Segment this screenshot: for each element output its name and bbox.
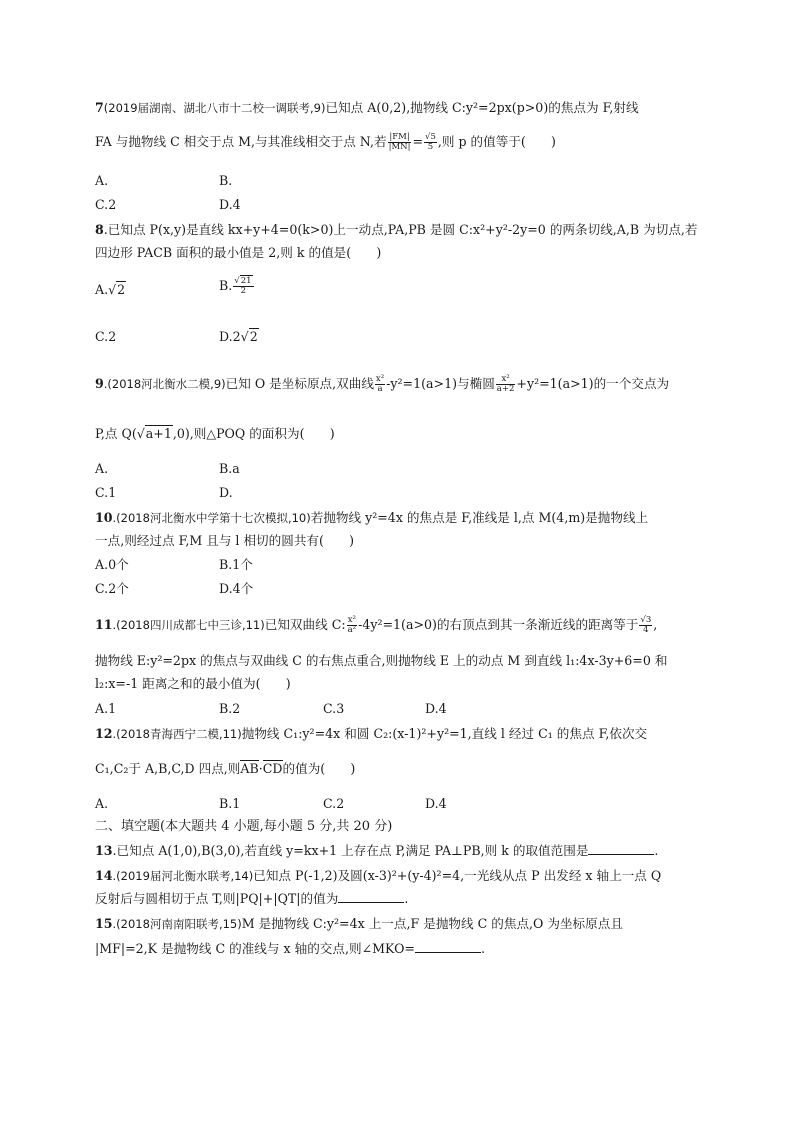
question-text: FA 与抛物线 C 相交于点 M,与其准线相交于点 N,若 (95, 134, 387, 149)
question-12-line-2: C₁,C₂于 A,B,C,D 四点,则AB·CD的值为( ) (95, 761, 356, 776)
question-7-line-1 (95, 98, 702, 118)
question-number: 9 (95, 376, 104, 391)
question-10-line-1: 10.(2018河北衡水中学第十七次模拟,10)若抛物线 y²=4x 的焦点是 F,准线是 l,点 M(4,m)是抛物线上 (95, 510, 649, 525)
option-b[interactable]: B.a (219, 461, 240, 476)
option-b[interactable]: B.1 (219, 796, 241, 811)
question-source: .(2018河南南阳联考,15) (112, 917, 242, 931)
question-number: 14 (95, 868, 113, 883)
option-a[interactable]: A.1 (95, 701, 117, 716)
question-source: (2019届湖南、湖北八市十二校一调联考,9) (103, 101, 326, 115)
question-number: 7 (95, 100, 104, 115)
option-a[interactable]: A. (95, 173, 109, 188)
answer-blank[interactable] (588, 842, 654, 855)
question-11-line-3: l₂:x=-1 距离之和的最小值为( ) (95, 676, 291, 691)
question-number: 12 (95, 726, 113, 741)
question-number: 10 (95, 510, 113, 525)
question-9-line-1: 9.(2018河北衡水二模,9)已知 O 是坐标原点,双曲线 $\frac{\text{x²}}{a}$ -y²=1(a>1)与椭圆 $\frac{\text{x²}}{a+2}$ +y²=1(a>1)的一个交点为 (95, 374, 670, 394)
option-d[interactable]: D.4 (425, 796, 447, 811)
option-d[interactable]: D.4 (425, 701, 447, 716)
option-c[interactable]: C.2 (323, 796, 345, 811)
option-a[interactable]: A. (95, 796, 109, 811)
option-b[interactable]: B.2 (219, 701, 241, 716)
question-14-line-1: 14.(2019届河北衡水联考,14)已知点 P(-1,2)及圆(x-3)²+(y-4)²=4,一光线从点 P 出发经 x 轴上一点 Q (95, 868, 662, 883)
question-12-line-1: 12.(2018青海西宁二模,11)抛物线 C₁:y²=4x 和圆 C₂:(x-1)²+y²=1,直线 l 经过 C₁ 的焦点 F,依次交 (95, 726, 648, 741)
fraction-sqrt21-2: $\frac{√21}{2}$ (234, 276, 252, 296)
question-10-line-2: 一点,则经过点 F,M 且与 l 相切的圆共有( ) (95, 533, 355, 548)
question-source: .(2018河北衡水中学第十七次模拟,10) (112, 511, 311, 525)
question-text: 已知点 A(0,2),抛物线 C:y²=2px(p>0)的焦点为 F,射线 (325, 100, 639, 115)
question-11-line-2: 抛物线 E:y²=2px 的焦点与双曲线 C 的右焦点重合,则抛物线 E 上的动点 M 到直线 l₁:4x-3y+6=0 和 (95, 653, 668, 668)
answer-blank[interactable] (415, 940, 481, 953)
question-number: 11 (95, 617, 113, 632)
fraction-fm-mn: $\frac{|FM|}{|MN|}$ (388, 132, 411, 152)
question-source: .(2018河北衡水二模,9) (103, 377, 226, 391)
question-14-line-2: 反射后与圆相切于点 T,则|PQ|+|QT|的值为 . (95, 891, 409, 906)
question-13-line-1: 13.已知点 A(1,0),B(3,0),若直线 y=kx+1 上存在点 P,满足 PA⊥PB,则 k 的取值范围是 . (95, 843, 659, 858)
fraction-sqrt3-4: $\frac{√3}{4}$ (640, 615, 652, 635)
fraction-x2-a-plus-2: $\frac{\text{x²}}{a+2}$ (496, 374, 515, 394)
question-source: .(2019届河北衡水联考,14) (112, 869, 254, 883)
question-number: 13 (95, 843, 113, 858)
option-a[interactable]: A.0个 (95, 557, 129, 572)
answer-blank[interactable] (338, 890, 404, 903)
fraction-x2-a: $\frac{\text{x²}}{a}$ (375, 374, 385, 394)
question-15-line-2: |MF|=2,K 是抛物线 C 的准线与 x 轴的交点,则∠MKO= . (95, 941, 485, 956)
vector-cd: CD (262, 761, 283, 776)
fraction-x2-a2: $\frac{\text{x²}}{\text{a²}}$ (347, 615, 357, 635)
option-d[interactable]: D. (219, 485, 233, 500)
question-15-line-1: 15.(2018河南南阳联考,15)M 是抛物线 C:y²=4x 上一点,F 是抛物线 C 的焦点,O 为坐标原点且 (95, 916, 623, 931)
option-d[interactable]: D.4 (219, 197, 241, 212)
option-c[interactable]: C.3 (323, 701, 345, 716)
option-d[interactable]: D.2√2 (219, 329, 258, 344)
option-c[interactable]: C.2 (95, 197, 117, 212)
question-text: .已知点 P(x,y)是直线 kx+y+4=0(k>0)上一动点,PA,PB 是圆 C:x²+y²-2y=0 的两条切线,A,B 为切点,若 (103, 222, 698, 237)
question-number: 15 (95, 916, 113, 931)
option-c[interactable]: C.1 (95, 485, 117, 500)
option-c[interactable]: C.2 (95, 329, 117, 344)
question-7-line-2: FA 与抛物线 C 相交于点 M,与其准线相交于点 N,若 $\frac{|FM|}{|MN|}$ = $\frac{√5}{5}$ ,则 p 的值等于( ) (95, 132, 556, 152)
option-d[interactable]: D.4个 (219, 581, 254, 596)
question-8-line-2 (95, 243, 702, 263)
option-c[interactable]: C.2个 (95, 581, 129, 596)
option-b[interactable]: B. (219, 173, 233, 188)
question-source: .(2018四川成都七中三诊,11) (112, 618, 265, 632)
question-number: 8 (95, 222, 104, 237)
question-11-line-1: 11.(2018四川成都七中三诊,11)已知双曲线 C: $\frac{\text{x²}}{\text{a²}}$ -4y²=1(a>0)的右顶点到其一条渐近线的距离等于 $\frac{√3}{4}$ , (95, 615, 658, 635)
question-text: 四边形 PACB 面积的最小值是 2,则 k 的值是( ) (95, 245, 382, 260)
question-text: ,则 p 的值等于( ) (437, 134, 556, 149)
option-b[interactable]: B.1个 (219, 557, 253, 572)
section-heading: 二、填空题(本大题共 4 小题,每小题 5 分,共 20 分) (95, 819, 393, 834)
fraction-sqrt5-5: $\frac{√5}{5}$ (425, 132, 436, 152)
option-a[interactable]: A. (95, 461, 109, 476)
question-9-line-2: P,点 Q(√a+1,0),则△POQ 的面积为( ) (95, 426, 335, 441)
vector-ab: AB (240, 761, 259, 776)
question-source: .(2018青海西宁二模,11) (112, 727, 242, 741)
option-a[interactable]: A.√2 (95, 282, 126, 297)
option-b[interactable]: B. $\frac{√21}{2}$ (219, 276, 252, 296)
question-8-line-1 (95, 220, 702, 240)
